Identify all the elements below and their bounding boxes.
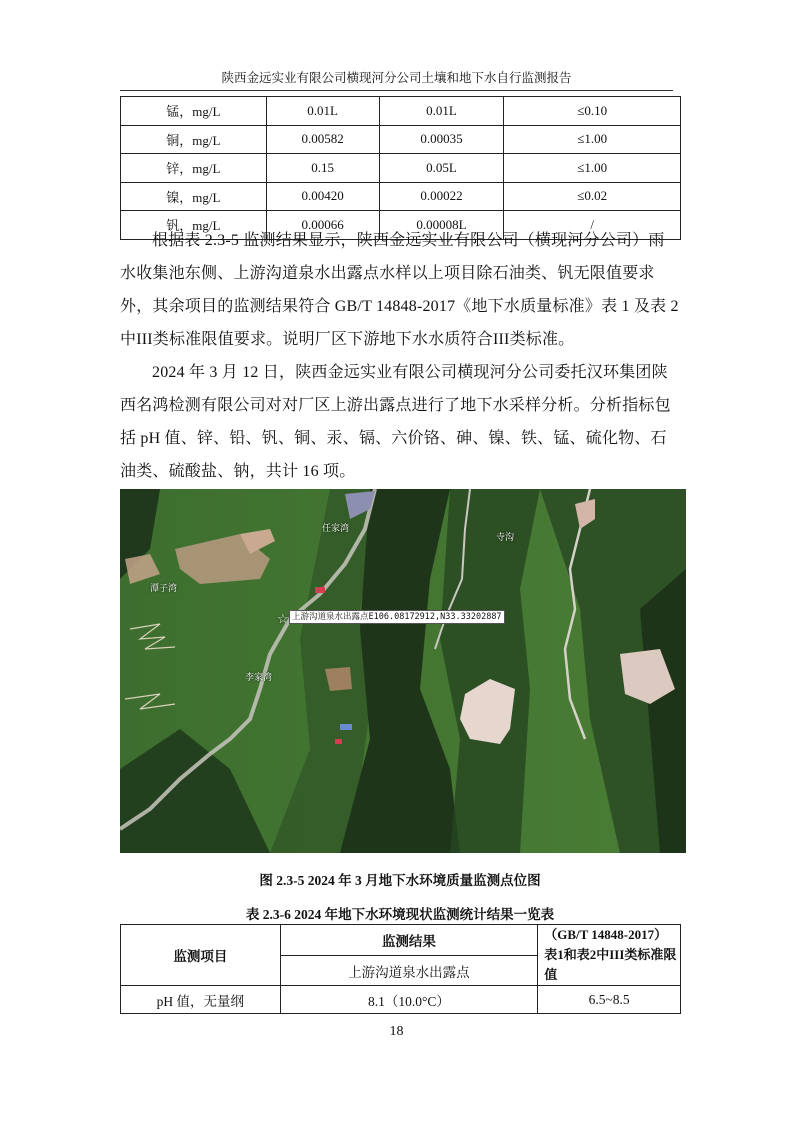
table-cell: ≤1.00	[504, 125, 681, 154]
table-cell: 0.05L	[379, 154, 504, 183]
page-number: 18	[389, 1024, 404, 1039]
table-cell: ≤1.00	[504, 154, 681, 183]
table-cell: 0.00035	[379, 125, 504, 154]
table-cell: 0.15	[266, 154, 379, 183]
table-row	[121, 154, 681, 183]
table-cell: ≤0.10	[504, 97, 681, 126]
header-standard: （GB/T 14848-2017）表1和表2中III类标准限值	[538, 925, 681, 986]
table-cell: 锌，mg/L	[121, 154, 267, 183]
table-header-row	[121, 925, 681, 956]
satellite-map	[120, 489, 686, 853]
body-paragraph: 2024 年 3 月 12 日，陕西金远实业有限公司横现河分公司委托汉环集团陕西名鸿检测有限公司对对厂区上游出露点进行了地下水采样分析。分析指标包括 pH 值、锌、铅、钒、铜、汞、镉、六价铬、砷、镍、铁、锰、硫化物、石油类、硫酸盐、钠，共计 16 项。	[120, 364, 671, 480]
groundwater-results-table	[120, 924, 681, 1014]
table-row	[121, 182, 681, 211]
table-cell: 铜，mg/L	[121, 125, 267, 154]
satellite-imagery	[120, 489, 686, 853]
running-header: 陕西金远实业有限公司横现河分公司土壤和地下水自行监测报告	[120, 70, 673, 91]
table-cell: 8.1（10.0°C）	[280, 986, 538, 1014]
table-cell: 0.01L	[266, 97, 379, 126]
table-cell: 0.00008L	[379, 211, 504, 240]
table-cell: pH 值，无量纲	[121, 986, 281, 1014]
table-cell: 0.00022	[379, 182, 504, 211]
table-cell: 0.00066	[266, 211, 379, 240]
table-cell: 镍，mg/L	[121, 182, 267, 211]
table-row	[121, 97, 681, 126]
table-row	[121, 986, 681, 1014]
monitoring-point-label: 上游沟道泉水出露点E106.08172912,N33.33202887	[289, 610, 505, 624]
results-table-continued	[120, 96, 681, 240]
table-caption: 表 2.3-6 2024 年地下水环境现状监测统计结果一览表	[245, 907, 555, 922]
map-label-sigou: 寺沟	[496, 533, 515, 543]
map-label-lijiawan: 李家湾	[245, 673, 273, 683]
map-label-renjiawan: 任家湾	[322, 524, 350, 534]
table-cell: 0.01L	[379, 97, 504, 126]
map-label-tanziwan: 潭子湾	[150, 584, 178, 594]
figure-caption: 图 2.3-5 2024 年 3 月地下水环境质量监测点位图	[259, 873, 541, 888]
table-cell: 0.00582	[266, 125, 379, 154]
table-cell: 锰，mg/L	[121, 97, 267, 126]
table-cell: /	[504, 211, 681, 240]
table-row	[121, 125, 681, 154]
body-paragraph: 根据表 2.3-5 监测结果显示，陕西金远实业有限公司（横现河分公司）雨水收集池东侧、上游沟道泉水出露点水样以上项目除石油类、钒无限值要求外，其余项目的监测结果符合 GB/T 14848-2017《地下水质量标准》表 1 及表 2 中III类标准限值要求。说明厂区下游地下水水质符合III类标准。	[120, 232, 679, 348]
header-item: 监测项目	[121, 925, 281, 986]
star-icon: ☆	[277, 611, 289, 626]
header-result: 监测结果	[280, 925, 538, 956]
table-cell: ≤0.02	[504, 182, 681, 211]
table-cell: 钒，mg/L	[121, 211, 267, 240]
table-cell: 0.00420	[266, 182, 379, 211]
table-cell: 6.5~8.5	[538, 986, 681, 1014]
header-site: 上游沟道泉水出露点	[280, 956, 538, 986]
